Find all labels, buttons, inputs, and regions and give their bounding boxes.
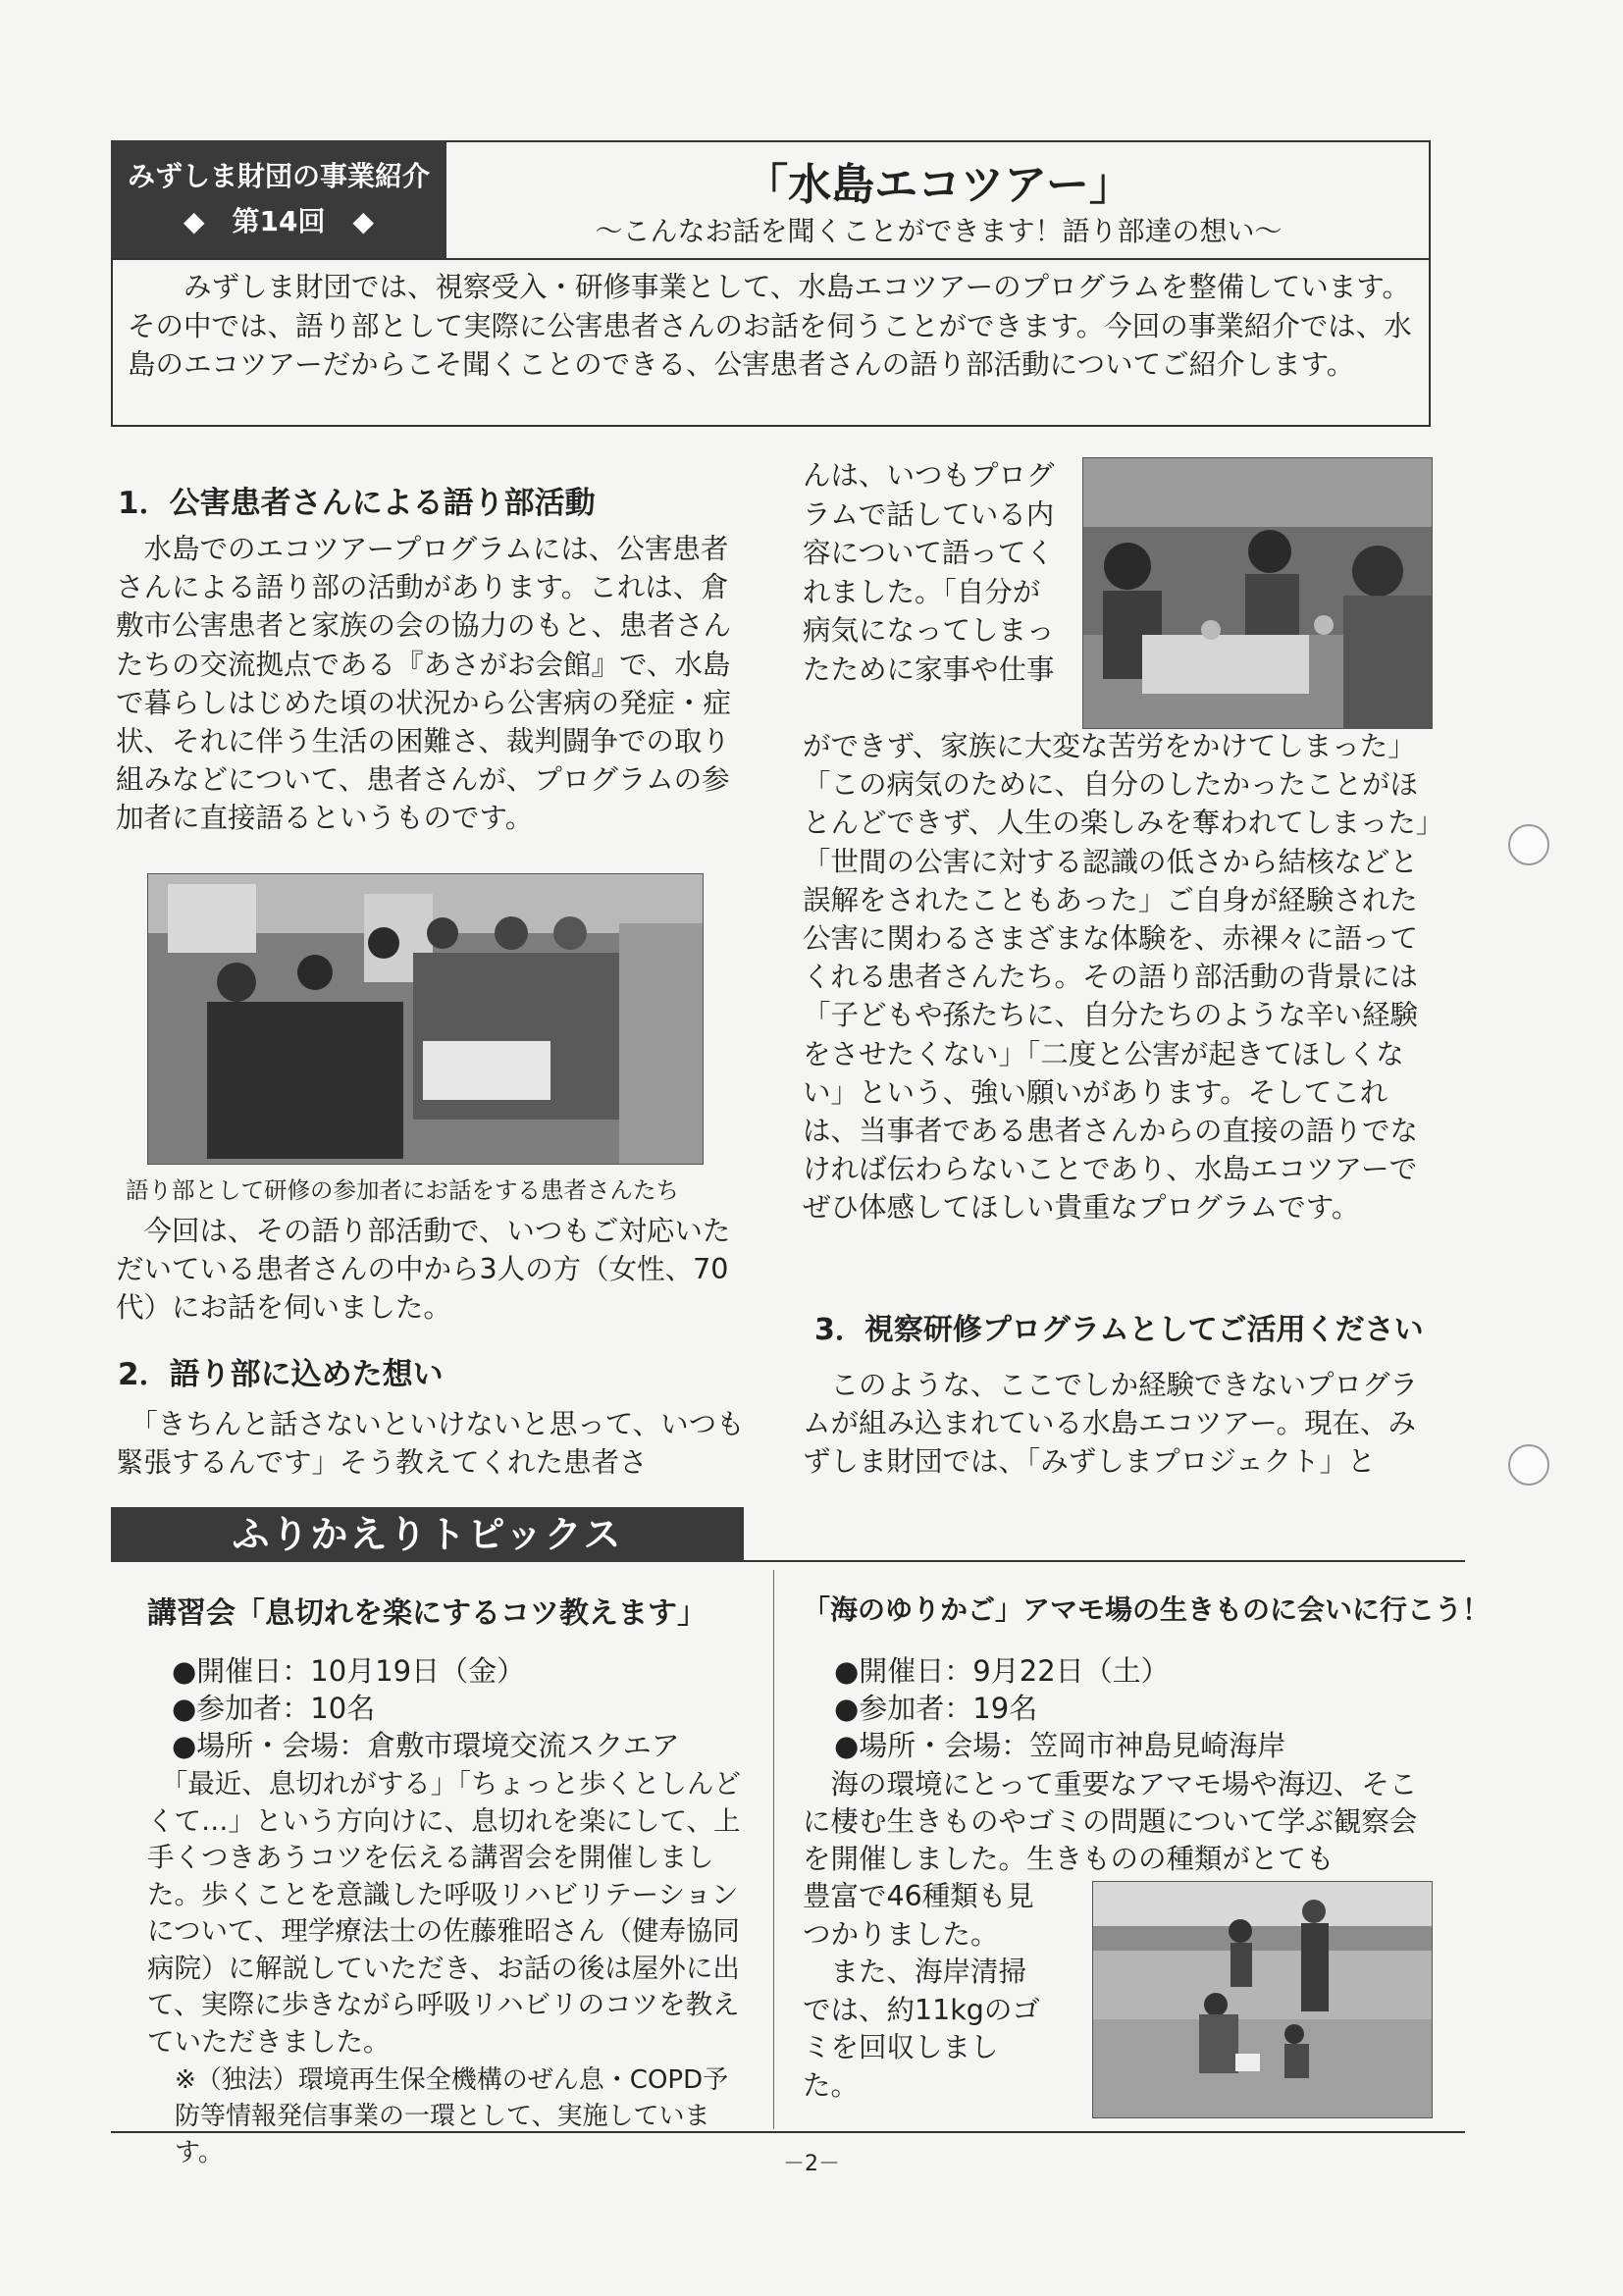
punch-hole-top — [1508, 824, 1549, 865]
series-label-block — [111, 140, 446, 258]
topic-left-date: ●開催日：10月19日（金） — [172, 1654, 526, 1688]
topic-left-venue: ●場所・会場：倉敷市環境交流スクエア — [172, 1729, 680, 1762]
section3-heading: 3．視察研修プログラムとしてご活用ください — [814, 1313, 1424, 1347]
section2-body-right-wide: ができず、家族に大変な苦労をかけてしまった」「この病気のために、自分のしたかったことがほとんどできず、人生の楽しみを奪われてしまった」「世間の公害に対する認識の低さから結核などと誤解をされたこともあった」ご自身が経験された公害に関わるさまざまな体験を、赤裸々に語ってくれる患者さんたち。その語り部活動の背景には「子どもや孫たちに、自分たちのような辛い経験をさせたくない」「二度と公害が起きてほしくない」という、強い願いがあります。そしてこれは、当事者である患者さんからの直接の語りでなければ伝わらないことであり、水島エコツアーでぜひ体感してほしい貴重なプログラムです。 — [803, 730, 1430, 1225]
photo-beach-observation-image — [1093, 1882, 1432, 2117]
section2-heading: 2．語り部に込めた想い — [118, 1357, 444, 1392]
topic-right-venue: ●場所・会場：笠岡市神島見崎海岸 — [834, 1729, 1286, 1762]
series-label: みずしま財団の事業紹介 — [127, 160, 430, 192]
photo-group-session — [147, 873, 704, 1165]
section1-heading: 1．公害患者さんによる語り部活動 — [118, 486, 596, 521]
topic-left-participants: ●参加者：10名 — [172, 1692, 376, 1725]
topic-right-date: ●開催日：9月22日（土） — [834, 1654, 1170, 1688]
page-subtitle: ～こんなお話を聞くことができます！語り部達の想い～ — [595, 215, 1283, 247]
photo-three-women — [1082, 457, 1433, 729]
topic-left-note: ※（独法）環境再生保全機構のぜん息・COPD予防等情報発信事業の一環として、実施しています。 — [175, 2065, 729, 2167]
photo-caption: 語り部として研修の参加者にお話をする患者さんたち — [126, 1176, 679, 1204]
topic-right-title: 「海のゆりかご」アマモ場の生きものに会いに行こう！ — [803, 1593, 1491, 1626]
topic-right-body: 海の環境にとって重要なアマモ場や海辺、そこに棲む生きものやゴミの問題について学ぶ観察会を開催しました。生きものの種類がとても — [803, 1768, 1418, 1875]
topic-right-participants: ●参加者：19名 — [834, 1692, 1038, 1725]
page-number: －2－ — [783, 2152, 840, 2176]
bottom-rule — [111, 2131, 1465, 2133]
punch-hole-bottom — [1508, 1444, 1549, 1486]
header-divider — [111, 258, 1431, 260]
topics-band-title: ふりかえりトピックス — [111, 1507, 744, 1562]
topics-divider — [773, 1570, 774, 2129]
topic-left-title: 講習会「息切れを楽にするコツ教えます」 — [147, 1596, 707, 1631]
issue-number: ◆ 第14回 ◆ — [183, 205, 375, 237]
page-title: 「水島エコツアー」 — [745, 160, 1132, 210]
section1-body-2: 今回は、その語り部活動で、いつもご対応いただいている患者さんの中から3人の方（女性、70代）にお話を伺いました。 — [116, 1215, 731, 1325]
section2-body-right-narrow: んは、いつもプログラムで話している内容について語ってくれました。「自分が病気になってしまったために家事や仕事 — [803, 459, 1055, 686]
section1-body: 水島でのエコツアープログラムには、公害患者さんによる語り部の活動があります。これは、倉敷市公害患者と家族の会の協力のもと、患者さんたちの交流拠点である『あさがお会館』で、水島で暮らしはじめた頃の状況から公害病の発症・症状、それに伴う生活の困難さ、裁判闘争での取り組みなどについて、患者さんが、プログラムの参加者に直接語るというものです。 — [116, 533, 732, 835]
topics-top-rule — [744, 1560, 1465, 1562]
section2-body-left: 「きちんと話さないといけないと思って、いつも緊張するんです」そう教えてくれた患者さ — [116, 1408, 745, 1480]
intro-paragraph: みずしま財団では、視察受入・研修事業として、水島エコツアーのプログラムを整備しています。その中では、語り部として実際に公害患者さんのお話を伺うことができます。今回の事業紹介では、水島のエコツアーだからこそ聞くことのできる、公害患者さんの語り部活動についてご紹介します。 — [128, 271, 1412, 381]
section3-body: このような、ここでしか経験できないプログラムが組み込まれている水島エコツアー。現在、みずしま財団では、「みずしまプロジェクト」と — [803, 1369, 1419, 1479]
topic-left-body: 「最近、息切れがする」「ちょっと歩くとしんどくて…」という方向けに、息切れを楽にして、上手くつきあうコツを伝える講習会を開催しました。歩くことを意識した呼吸リハビリテーションについて、理学療法士の佐藤雅昭さん（健寿協同病院）に解説していただき、お話の後は屋外に出て、実際に歩きながら呼吸リハビリのコツを教えていただきました。 — [147, 1768, 741, 2058]
topic-right-body-narrow: 豊富で46種類も見つかりました。 また、海岸清掃では、約11kgのゴミを回収しました。 — [803, 1880, 1040, 2102]
photo-three-women-image — [1083, 458, 1432, 728]
photo-group-session-image — [148, 874, 703, 1164]
photo-beach-observation — [1092, 1881, 1433, 2118]
